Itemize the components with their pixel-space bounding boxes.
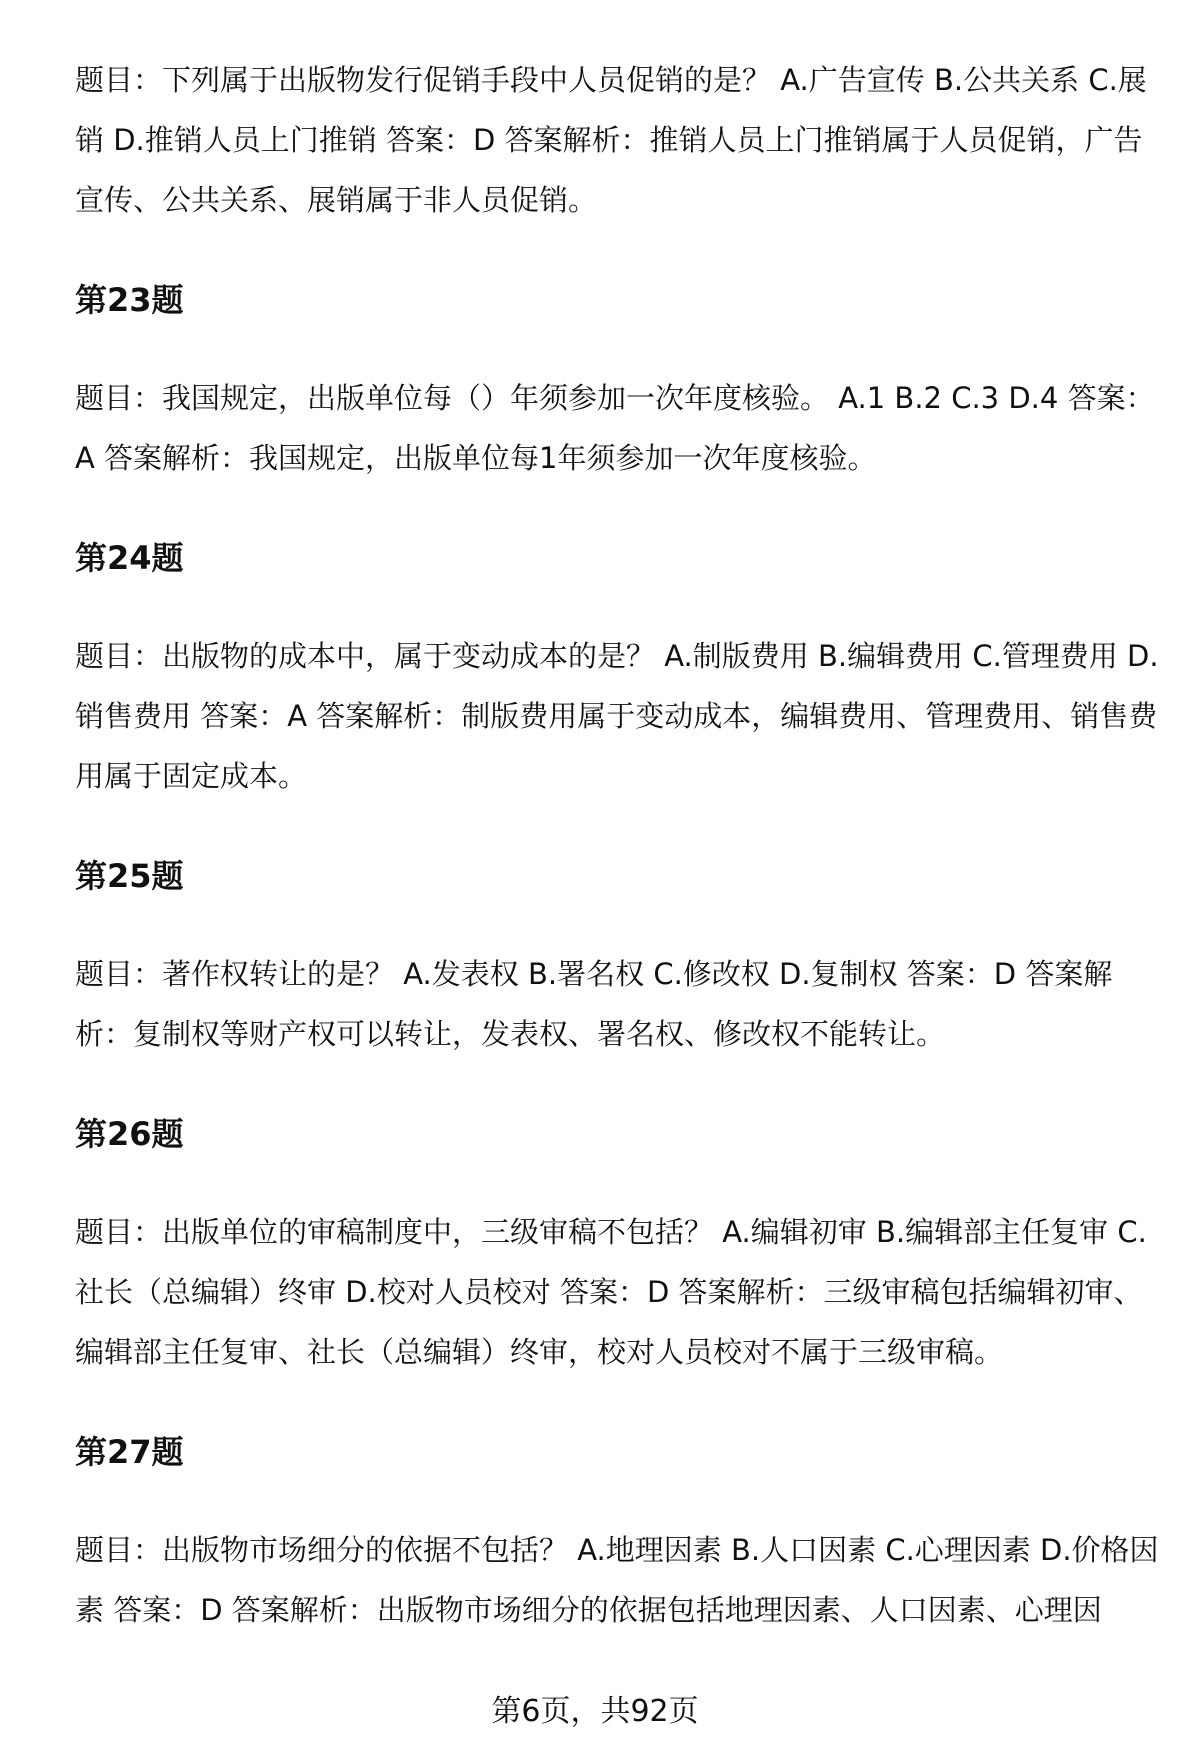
document-content: [75, 50, 1165, 1640]
question-22-body: 题目：下列属于出版物发行促销手段中人员促销的是？ A.广告宣传 B.公共关系 C.展销 D.推销人员上门推销 答案：D 答案解析：推销人员上门推销属于人员促销，广告宣传、公共关系、展销属于非人员促销。: [75, 63, 1147, 217]
question-26-heading: 第26题: [75, 1115, 184, 1153]
question-26-body: 题目：出版单位的审稿制度中，三级审稿不包括？ A.编辑初审 B.编辑部主任复审 C.社长（总编辑）终审 D.校对人员校对 答案：D 答案解析：三级审稿包括编辑初审、编辑部主任复审、社长（总编辑）终审，校对人员校对不属于三级审稿。: [75, 1215, 1147, 1369]
question-27-body: 题目：出版物市场细分的依据不包括？ A.地理因素 B.人口因素 C.心理因素 D.价格因素 答案：D 答案解析：出版物市场细分的依据包括地理因素、人口因素、心理因: [75, 1533, 1159, 1627]
question-24-heading: 第24题: [75, 539, 184, 577]
question-25-heading: 第25题: [75, 857, 184, 895]
question-24-body: 题目：出版物的成本中，属于变动成本的是？ A.制版费用 B.编辑费用 C.管理费用 D.销售费用 答案：A 答案解析：制版费用属于变动成本，编辑费用、管理费用、销售费用属于固定成本。: [75, 639, 1159, 793]
page-number-footer: 第6页，共92页: [491, 1694, 699, 1729]
question-23-heading: 第23题: [75, 281, 184, 319]
question-27-heading: 第27题: [75, 1433, 184, 1471]
question-23-body: 题目：我国规定，出版单位每（）年须参加一次年度核验。 A.1 B.2 C.3 D.4 答案：A 答案解析：我国规定，出版单位每1年须参加一次年度核验。: [75, 381, 1155, 475]
question-25-body: 题目：著作权转让的是？ A.发表权 B.署名权 C.修改权 D.复制权 答案：D 答案解析：复制权等财产权可以转让，发表权、署名权、修改权不能转让。: [75, 957, 1113, 1051]
